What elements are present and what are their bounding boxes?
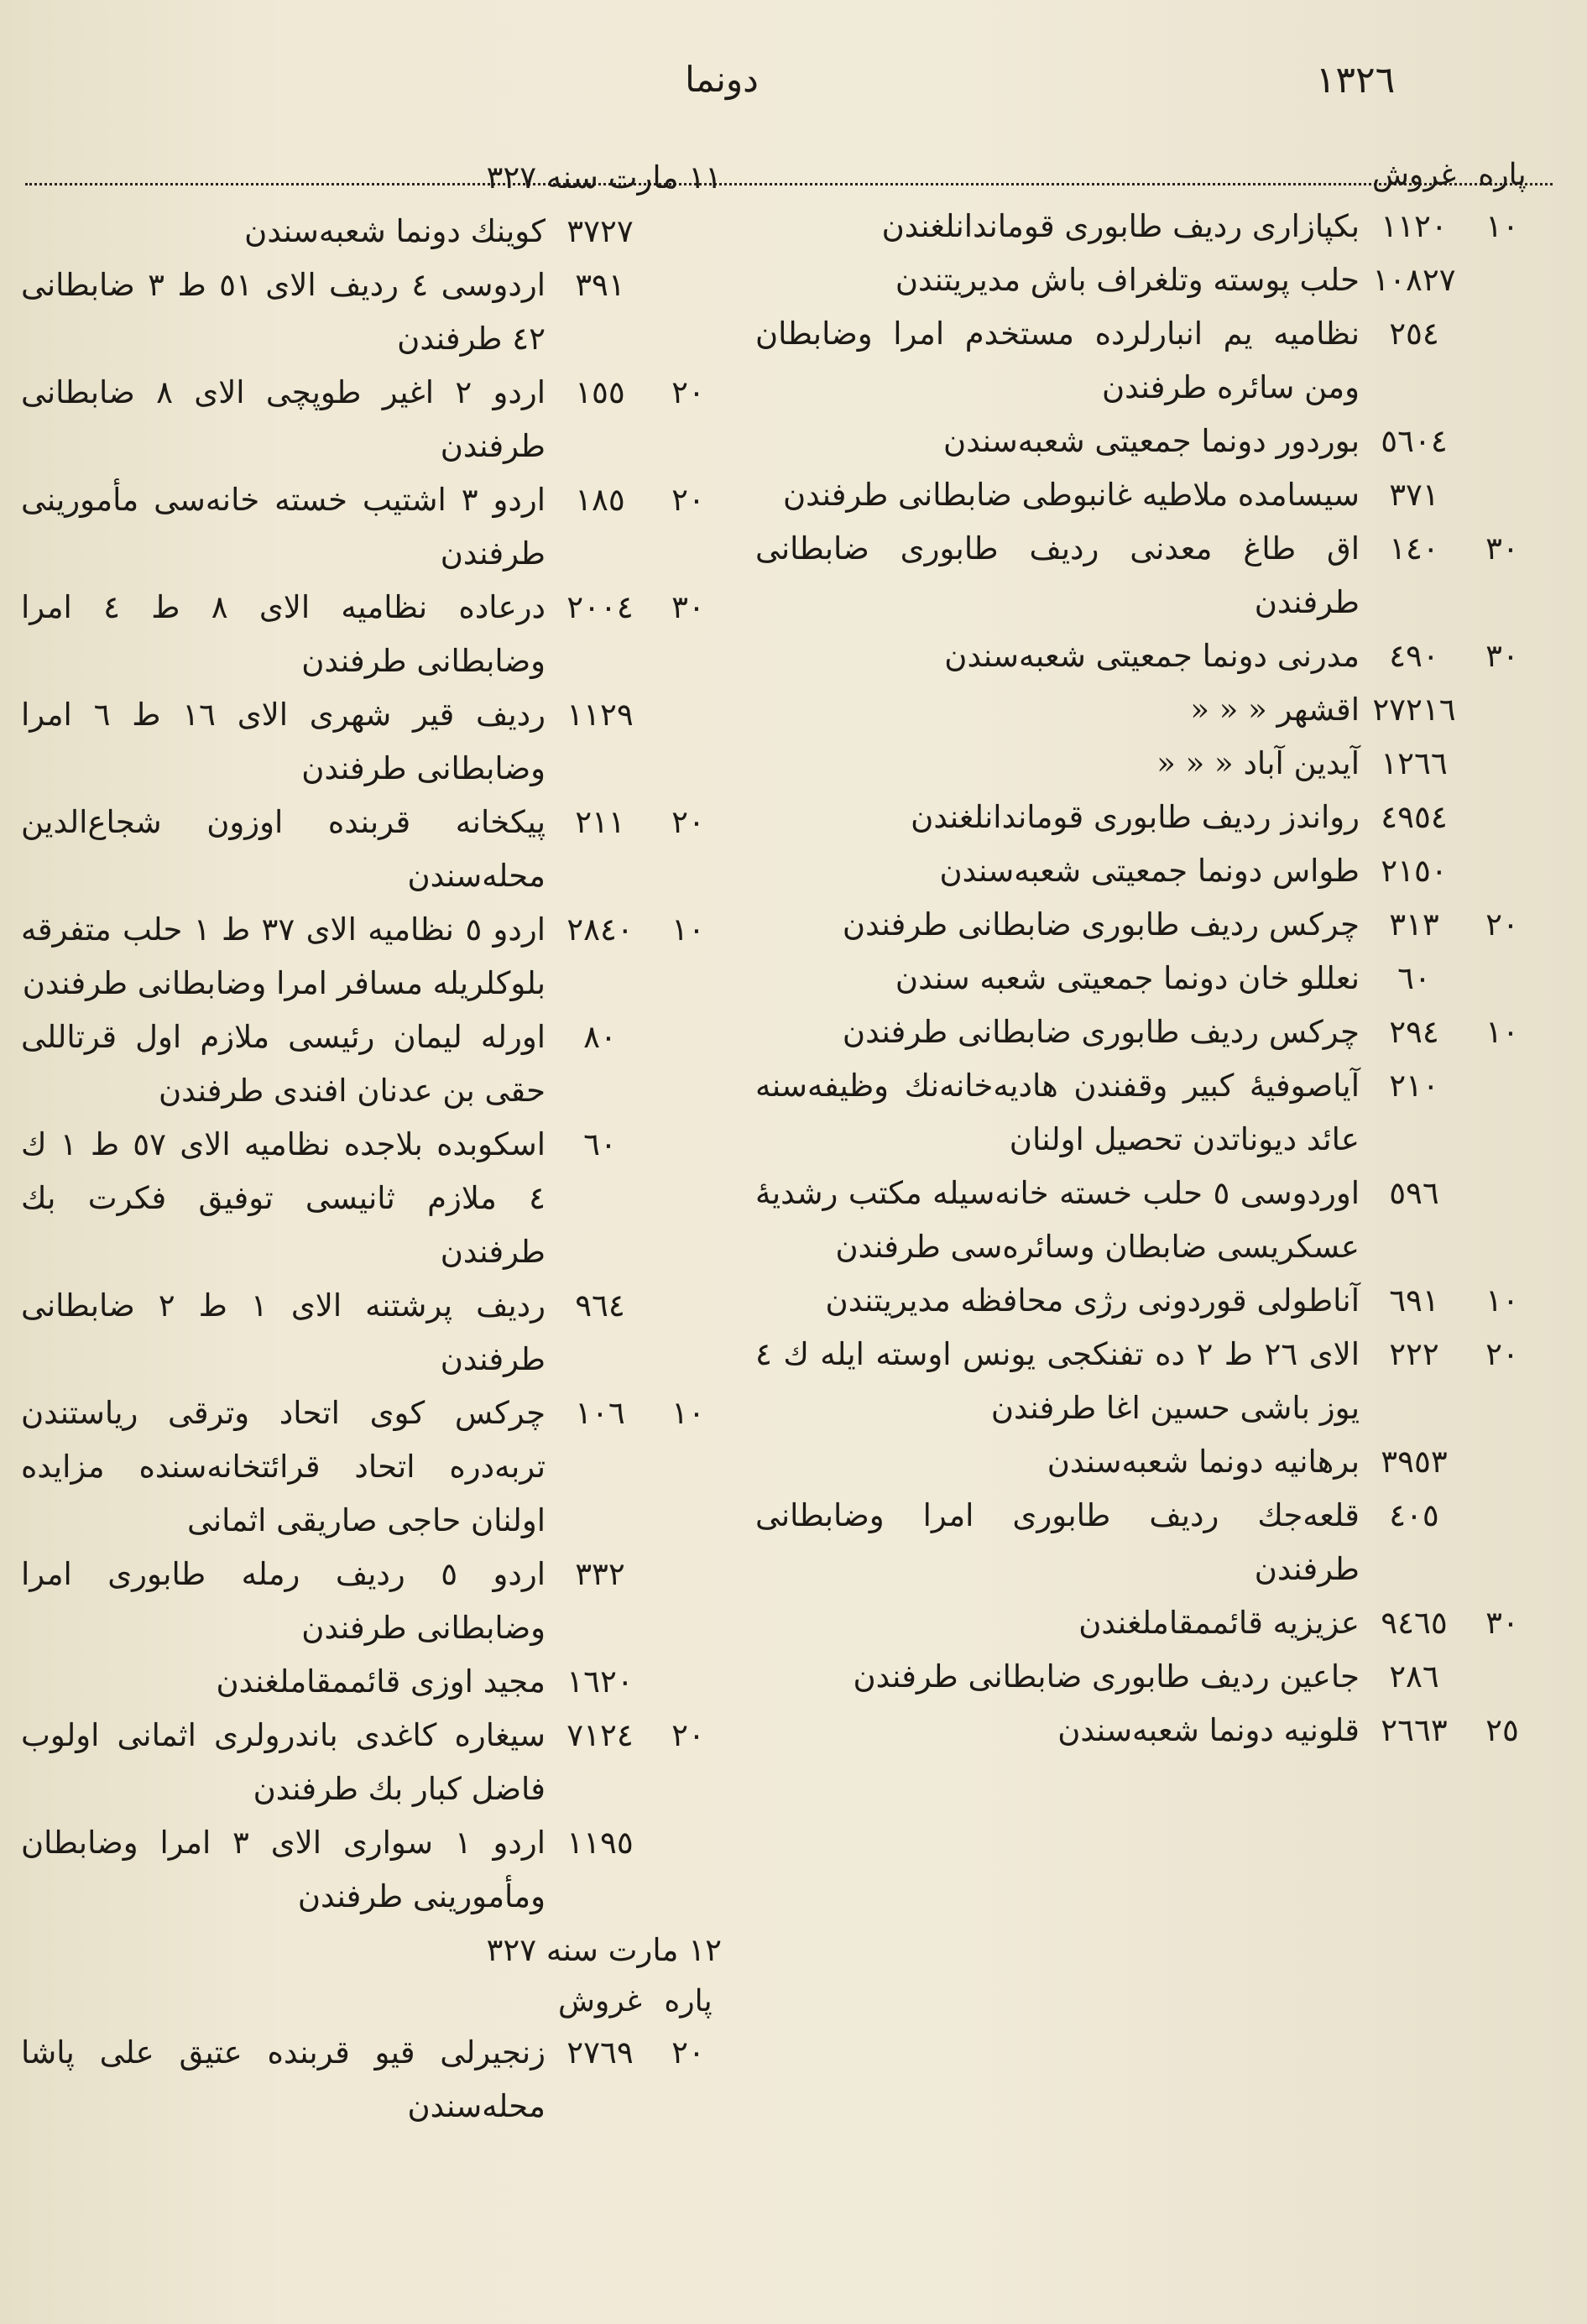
- entry-description: حلب پوسته وتلغراف باش مديريتندن: [895, 262, 1360, 298]
- para-amount: ٢٠: [671, 374, 705, 410]
- left-column: [21, 151, 722, 2133]
- guru-amount: ٦٠: [1397, 960, 1431, 996]
- right-column-header: [755, 151, 1536, 200]
- guru-column-header: غروش: [1371, 158, 1457, 192]
- entry-description: سيغاره كاغدی باندرولری اثمانی اولوب فاضل كبار بك طرفندن: [21, 1717, 546, 1807]
- left-column-entries-bottom: [21, 2026, 722, 2133]
- ledger-entry: [755, 1059, 1536, 1167]
- ledger-entry: [755, 844, 1536, 898]
- guru-amount: ٦٠: [583, 1126, 617, 1162]
- ledger-entry: [755, 468, 1536, 522]
- ledger-entry: [755, 1435, 1536, 1489]
- ledger-entry: [21, 1709, 722, 1816]
- entry-description: كوينك دونما شعبه‌سندن: [244, 213, 546, 249]
- para-amount: ١٠: [671, 911, 705, 948]
- guru-amount: ٤٩٥٤: [1381, 799, 1448, 835]
- ledger-entry: [21, 473, 722, 581]
- ledger-entry: [755, 1650, 1536, 1704]
- guru-amount: ٣١٣: [1389, 906, 1439, 943]
- guru-amount: ٢٩٤: [1389, 1014, 1439, 1050]
- guru-amount: ١١٩٥: [566, 1825, 634, 1861]
- entry-description: اوردوسی ٥ حلب خسته خانه‌سيله مكتب رشديهٔ عسكريسی ضابطان وسائره‌سی طرفندن: [755, 1175, 1360, 1265]
- entry-description: پيكخانه قربنده اوزون شجاع‌الدين محله‌سندن: [21, 804, 546, 894]
- guru-amount: ٧١٢٤: [566, 1717, 634, 1753]
- ledger-entry: [755, 952, 1536, 1005]
- ledger-entry: [755, 1167, 1536, 1274]
- guru-amount: ٢٨٤٠: [566, 911, 634, 948]
- left-column-header: [21, 1977, 722, 2026]
- ledger-entry: [755, 791, 1536, 844]
- ledger-entry: [755, 200, 1536, 253]
- entry-description: نعللو خان دونما جمعيتی شعبه سندن: [895, 960, 1360, 996]
- ledger-entry: [755, 307, 1536, 415]
- ledger-entry: [755, 1005, 1536, 1059]
- ledger-entry: [21, 796, 722, 903]
- guru-amount: ٢٨٦: [1389, 1658, 1439, 1695]
- para-amount: ١٠: [1485, 208, 1519, 244]
- guru-amount: ٢١٥٠: [1381, 853, 1448, 889]
- entry-description: چركس رديف طابوری ضابطانی طرفندن: [842, 906, 1360, 943]
- para-amount: ٢٠: [671, 804, 705, 840]
- guru-amount: ٤٠٥: [1389, 1497, 1439, 1533]
- para-amount: ٢٠: [671, 2034, 705, 2071]
- ledger-entry: [21, 688, 722, 796]
- entry-description: قلونيه دونما شعبه‌سندن: [1057, 1712, 1360, 1748]
- ledger-entry: [755, 1328, 1536, 1435]
- guru-amount: ٢٢٢: [1389, 1336, 1439, 1372]
- guru-column-header: غروش: [557, 1984, 643, 2018]
- entry-description: قلعه‌جك رديف طابوری امرا وضابطانی طرفندن: [755, 1497, 1360, 1587]
- page-number: ١٣٢٦: [1315, 59, 1396, 102]
- guru-amount: ٢١١: [575, 804, 625, 840]
- guru-amount: ٩٦٤: [575, 1287, 625, 1324]
- entry-description: زنجيرلی قيو قربنده عتيق علی پاشا محله‌سندن: [21, 2034, 546, 2124]
- guru-amount: ١١٢٩: [566, 697, 634, 733]
- left-column-entries: [21, 151, 722, 1924]
- ledger-entry: [755, 1274, 1536, 1328]
- guru-amount: ٨٠: [583, 1019, 617, 1055]
- entry-description: اردو ٣ اشتيب خسته خانه‌سی مأمورينی طرفندن: [21, 482, 546, 572]
- para-amount: ٢٠: [671, 482, 705, 518]
- guru-amount: ٤٩٠: [1389, 638, 1439, 674]
- ledger-entry: [755, 1489, 1536, 1596]
- ledger-entry: [21, 1118, 722, 1279]
- entry-description: درعاده نظاميه الای ٨ ط ٤ امرا وضابطانی طرفندن: [21, 589, 546, 679]
- guru-amount: ٣٧١: [1389, 477, 1439, 513]
- entry-description: بوردور دونما جمعيتی شعبه‌سندن: [943, 423, 1360, 459]
- ledger-entry: [21, 1387, 722, 1548]
- guru-amount: ١٦٢٠: [566, 1663, 634, 1700]
- entry-description: آناطولی قوردونی رژی محافظه مديريتندن: [825, 1282, 1360, 1319]
- ledger-entry: [21, 205, 722, 259]
- guru-amount: ٥٦٠٤: [1381, 423, 1448, 459]
- guru-amount: ١٢٦٦: [1381, 745, 1448, 781]
- para-column-header: پاره: [664, 1984, 713, 2018]
- entry-description: طواس دونما جمعيتی شعبه‌سندن: [939, 853, 1360, 889]
- ledger-entry: [21, 259, 722, 366]
- para-amount: ٣٠: [1485, 530, 1519, 567]
- guru-amount: ٢٦٦٣: [1381, 1712, 1448, 1748]
- ledger-entry: [21, 366, 722, 473]
- entry-description: جاعين رديف طابوری ضابطانی طرفندن: [853, 1658, 1360, 1695]
- entry-description: برهانيه دونما شعبه‌سندن: [1047, 1444, 1360, 1480]
- ledger-entry: [21, 903, 722, 1011]
- ledger-entry: [755, 1596, 1536, 1650]
- entry-description: مجيد اوزی قائممقاملغندن: [216, 1663, 546, 1700]
- ledger-entry: [755, 898, 1536, 952]
- para-amount: ٢٠: [1485, 1336, 1519, 1372]
- guru-amount: ١٠٨٢٧: [1372, 262, 1456, 298]
- guru-amount: ١٨٥: [575, 482, 625, 518]
- entry-description: رديف قير شهری الای ١٦ ط ٦ امرا وضابطانی طرفندن: [21, 697, 546, 786]
- entry-description: عزيزيه قائممقاملغندن: [1078, 1605, 1360, 1641]
- running-title: دونما: [685, 59, 759, 100]
- guru-amount: ٩٤٦٥: [1381, 1605, 1448, 1641]
- entry-description: اردوسی ٤ رديف الای ٥١ ط ٣ ضابطانی ٤٢ طرفندن: [21, 267, 546, 357]
- ledger-entry: [755, 683, 1536, 737]
- guru-amount: ٢١٠: [1389, 1068, 1439, 1104]
- ledger-entry: [755, 415, 1536, 468]
- guru-amount: ٢٧٢١٦: [1372, 692, 1456, 728]
- guru-amount: ١٤٠: [1389, 530, 1439, 567]
- guru-amount: ١٥٥: [575, 374, 625, 410]
- ledger-entry: [755, 253, 1536, 307]
- ledger-entry: [21, 1655, 722, 1709]
- ledger-entry: [755, 737, 1536, 791]
- para-amount: ١٠: [1485, 1282, 1519, 1319]
- guru-amount: ٣٩١: [575, 267, 625, 303]
- entry-description: اردو ١ سواری الای ٣ امرا وضابطان ومأمورينی طرفندن: [21, 1825, 546, 1914]
- para-amount: ١٠: [671, 1395, 705, 1431]
- guru-amount: ٢٧٦٩: [566, 2034, 634, 2071]
- entry-description: رواندز رديف طابوری قوماندانلغندن: [911, 799, 1360, 835]
- para-amount: ١٠: [1485, 1014, 1519, 1050]
- entry-description: اسكوبده بلاجده نظاميه الای ٥٧ ط ١ ك ٤ ملازم ثانيسی توفيق فكرت بك طرفندن: [21, 1126, 546, 1270]
- entry-description: چركس رديف طابوری ضابطانی طرفندن: [842, 1014, 1360, 1050]
- para-amount: ٢٠: [1485, 906, 1519, 943]
- entry-description: اردو ٥ نظاميه الای ٣٧ ط ١ حلب متفرقه بلوكلريله مسافر امرا وضابطانی طرفندن: [21, 911, 546, 1001]
- entry-description: مدرنی دونما جمعيتی شعبه‌سندن: [944, 638, 1360, 674]
- ledger-entry: [21, 581, 722, 688]
- entry-description: رديف پرشتنه الای ١ ط ٢ ضابطانی طرفندن: [21, 1287, 546, 1377]
- ledger-entry: [755, 1704, 1536, 1757]
- para-column-header: پاره: [1478, 158, 1527, 192]
- entry-description: اق طاغ معدنی رديف طابوری ضابطانی طرفندن: [755, 530, 1360, 620]
- guru-amount: ٣٣٢: [575, 1556, 625, 1592]
- guru-amount: ٢٥٤: [1389, 316, 1439, 352]
- entry-description: بكپازاری رديف طابوری قوماندانلغندن: [881, 208, 1360, 244]
- ledger-entry: [755, 629, 1536, 683]
- date-line: ١١ مارت سنه ٣٢٧: [486, 159, 722, 196]
- entry-description: اقشهر « « «: [1190, 692, 1360, 728]
- guru-amount: ٦٩١: [1389, 1282, 1439, 1319]
- entry-description: اردو ٢ اغير طوپچی الای ٨ ضابطانی طرفندن: [21, 374, 546, 464]
- guru-amount: ١١٢٠: [1381, 208, 1448, 244]
- entry-description: نظاميه يم انبارلرده مستخدم امرا وضابطان ومن سائره طرفندن: [755, 316, 1360, 405]
- page-header: [0, 59, 1587, 134]
- guru-amount: ٣٩٥٣: [1381, 1444, 1448, 1480]
- ledger-entry: [21, 1548, 722, 1655]
- para-amount: ٣٠: [1485, 638, 1519, 674]
- ledger-entry: [21, 2026, 722, 2133]
- guru-amount: ٢٠٠٤: [566, 589, 634, 625]
- ledger-entry: [755, 522, 1536, 629]
- entry-description: آياصوفيهٔ كبير وقفندن هاديه‌خانه‌نك وظيفه‌سنه عائد ديوناتدن تحصيل اولنان: [755, 1068, 1360, 1157]
- para-amount: ٢٠: [671, 1717, 705, 1753]
- entry-description: آيدين آباد « « «: [1156, 745, 1360, 781]
- right-column-entries: [755, 200, 1536, 1757]
- entry-description: سيسامده ملاطيه غانبوطی ضابطانی طرفندن: [782, 477, 1360, 513]
- ledger-entry: [21, 1279, 722, 1387]
- guru-amount: ١٠٦: [575, 1395, 625, 1431]
- date-line: ١٢ مارت سنه ٣٢٧: [486, 1932, 722, 1968]
- para-amount: ٣٠: [671, 589, 705, 625]
- right-column: [755, 151, 1536, 1757]
- entry-description: چركس كوی اتحاد وترقی رياستندن تربه‌دره اتحاد قرائتخانه‌سنده مزايده اولنان حاجی صاريقی اثمانی: [21, 1395, 546, 1538]
- para-amount: ٢٥: [1485, 1712, 1519, 1748]
- para-amount: ٣٠: [1485, 1605, 1519, 1641]
- ledger-entry: [21, 1816, 722, 1924]
- entry-description: اردو ٥ رديف رمله طابوری امرا وضابطانی طرفندن: [21, 1556, 546, 1646]
- entry-description: اورله ليمان رئيسی ملازم اول قرتاللی حقی بن عدنان افندی طرفندن: [21, 1019, 546, 1109]
- entry-description: الای ٢٦ ط ٢ ده تفنكجی يونس اوسته ايله ك ٤ يوز باشی حسين اغا طرفندن: [755, 1336, 1360, 1426]
- guru-amount: ٣٧٢٧: [566, 213, 634, 249]
- ledger-entry: [21, 1011, 722, 1118]
- guru-amount: ٥٩٦: [1389, 1175, 1439, 1211]
